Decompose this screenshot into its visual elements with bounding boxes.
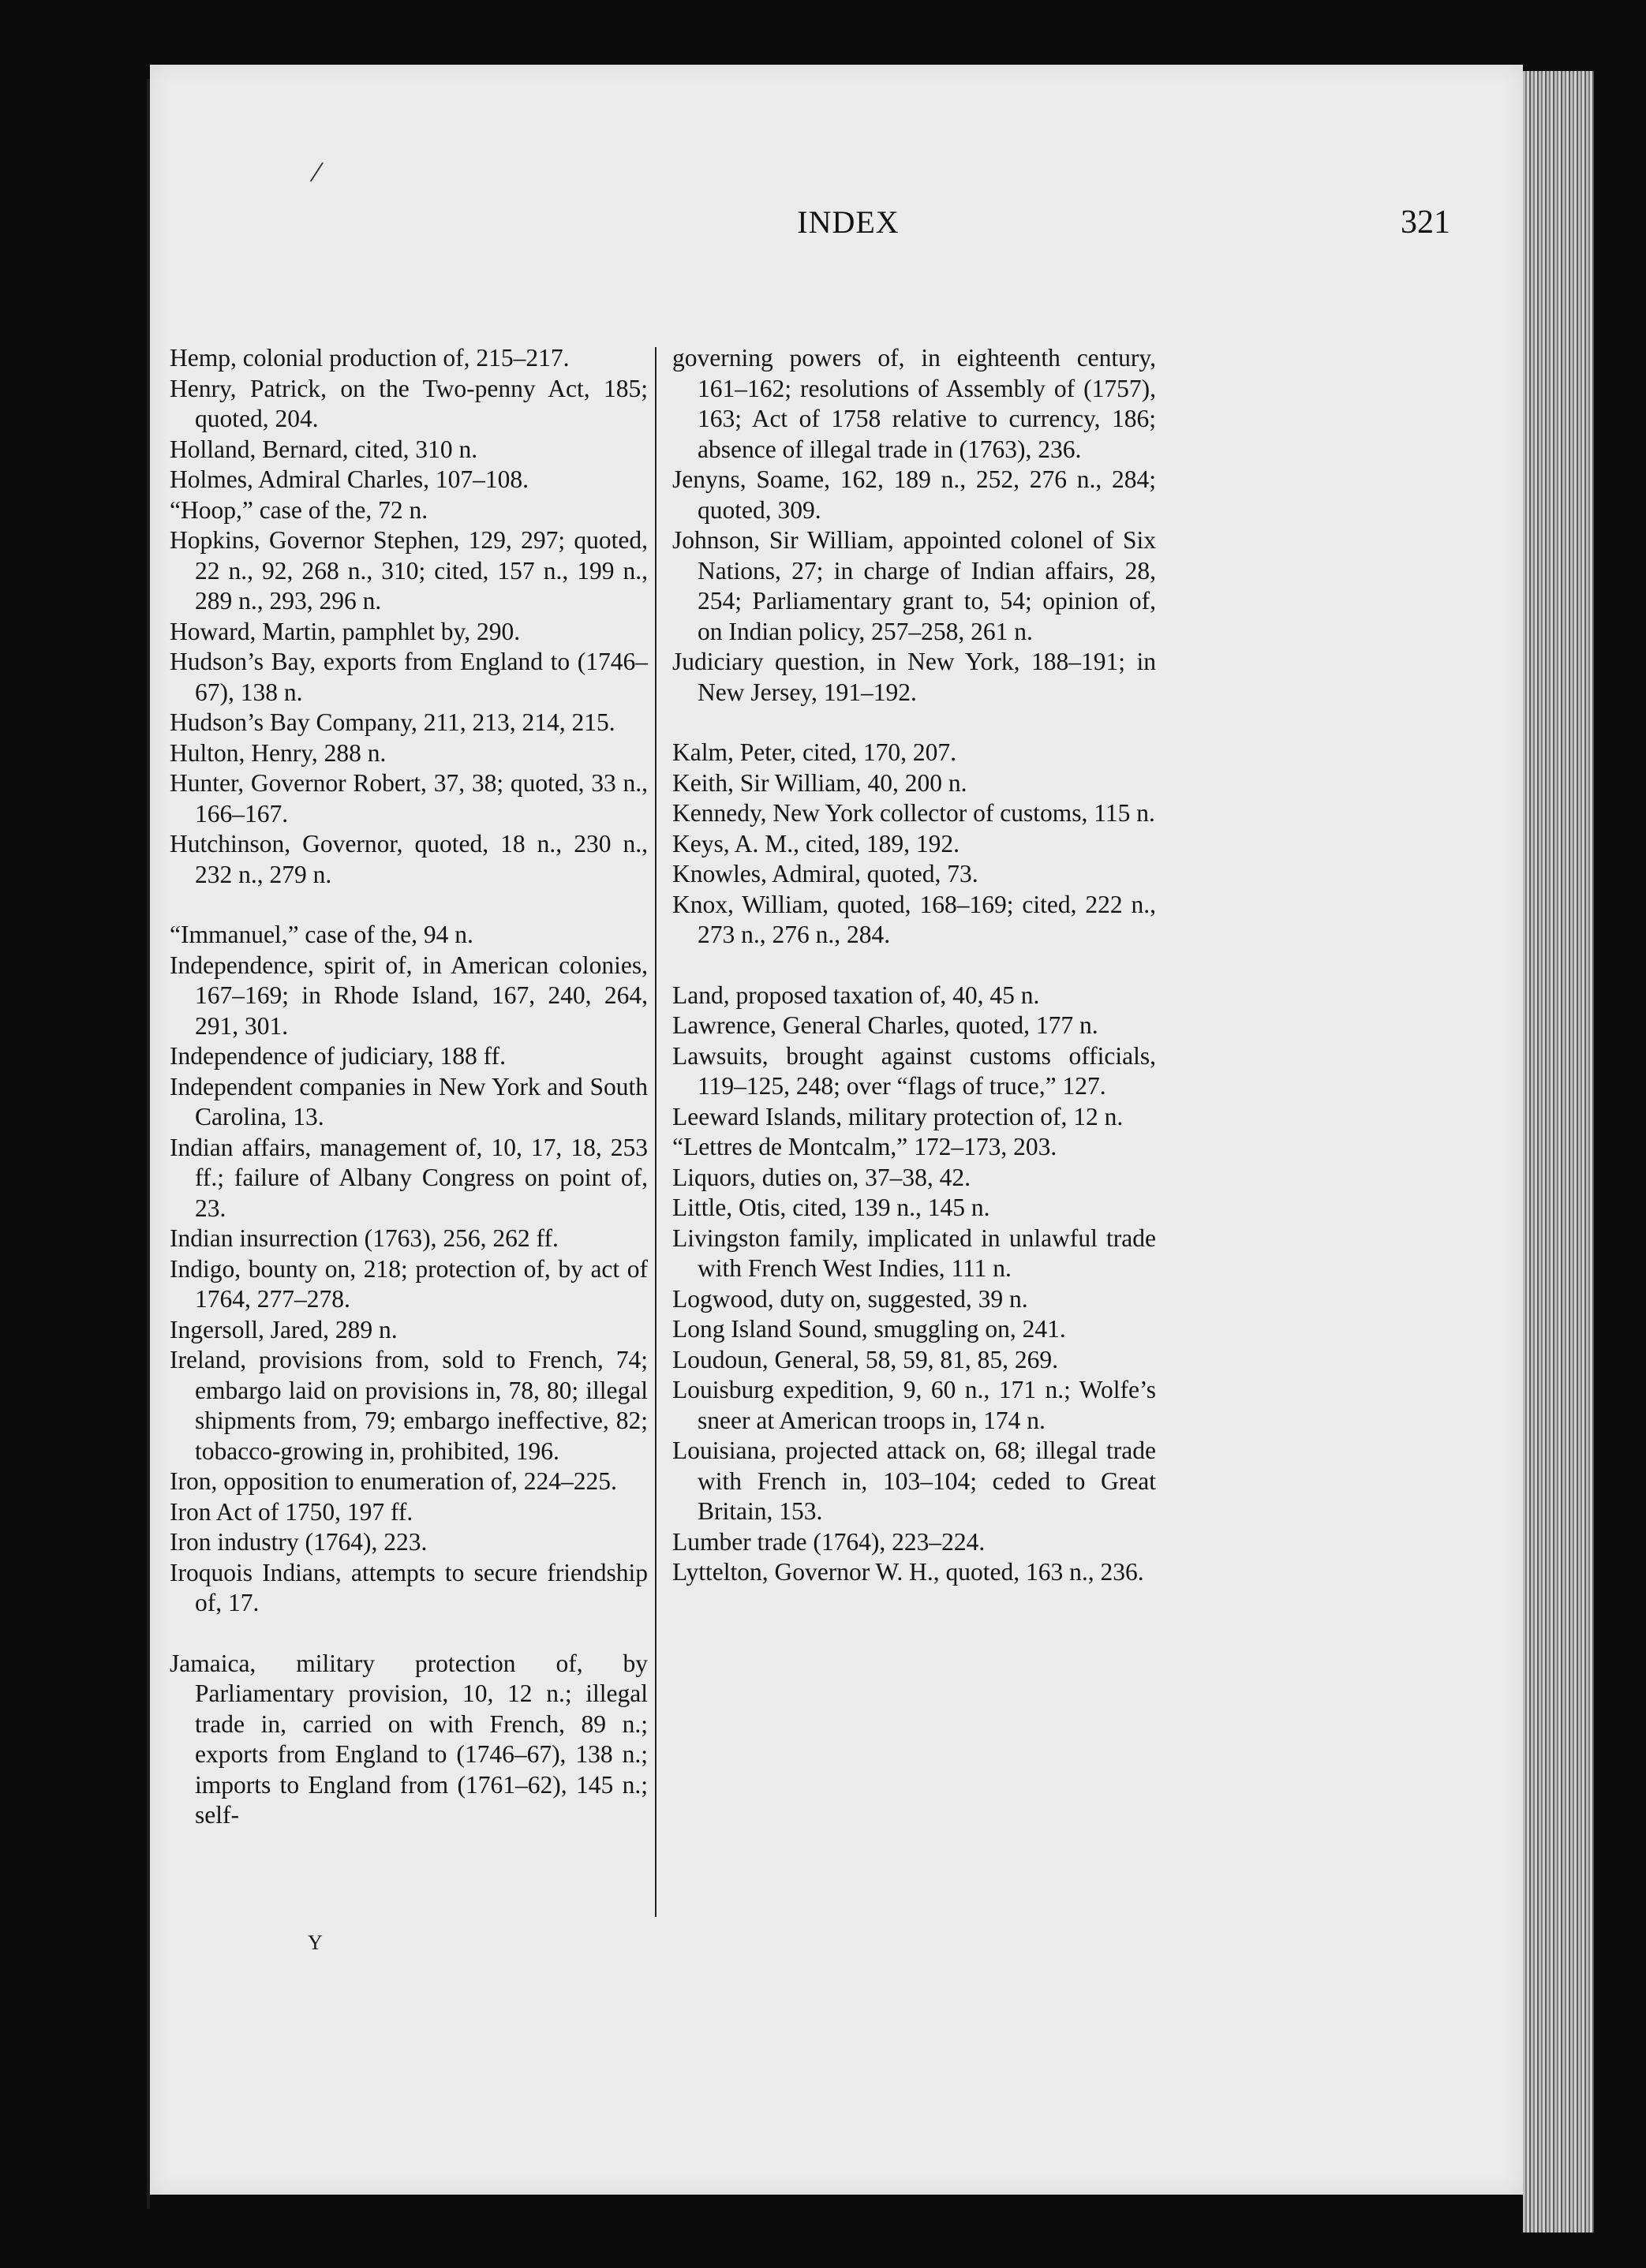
- index-entry: Holmes, Admiral Charles, 107–108.: [170, 465, 529, 493]
- index-entry: Keith, Sir William, 40, 200 n.: [672, 768, 967, 797]
- index-entry: Johnson, Sir William, appointed colonel of Six Nations, 27; in charge of Indian affairs, 28, 254; Parliamentary grant to, 54; opinion of, on Indian policy, 257–258, 261 n.: [672, 526, 1156, 645]
- index-entry: Louisiana, projected attack on, 68; illegal trade with French in, 103–104; ceded to Great Britain, 153.: [672, 1437, 1156, 1525]
- index-entry: Hutchinson, Governor, quoted, 18 n., 230 n., 232 n., 279 n.: [170, 830, 648, 888]
- index-entry: Iroquois Indians, attempts to secure friendship of, 17.: [170, 1558, 648, 1616]
- index-entry: Indigo, bounty on, 218; protection of, by act of 1764, 277–278.: [170, 1254, 648, 1313]
- index-entry: Ireland, provisions from, sold to French, 74; embargo laid on provisions in, 78, 80; illegal shipments from, 79; embargo ineffective, 82; tobacco-growing in, prohibited, 196.: [170, 1346, 648, 1465]
- index-entry: “Lettres de Montcalm,” 172–173, 203.: [672, 1133, 1057, 1160]
- index-entry: Little, Otis, cited, 139 n., 145 n.: [672, 1194, 990, 1221]
- index-entry: Hudson’s Bay, exports from England to (1746–67), 138 n.: [170, 648, 648, 706]
- index-entry: Independent companies in New York and South Carolina, 13.: [170, 1072, 648, 1130]
- index-entry: “Hoop,” case of the, 72 n.: [170, 495, 428, 524]
- page-edge-stack: [1523, 71, 1594, 2233]
- index-entry: Kennedy, New York collector of customs, 115 n.: [672, 799, 1155, 827]
- index-entry: Holland, Bernard, cited, 310 n.: [170, 435, 478, 463]
- index-entry: Iron, opposition to enumeration of, 224–225.: [170, 1467, 617, 1495]
- index-entry: Indian insurrection (1763), 256, 262 ff.: [170, 1224, 559, 1252]
- signature-mark: Y: [308, 1931, 323, 1954]
- index-entry: Howard, Martin, pamphlet by, 290.: [170, 617, 521, 645]
- index-entry: Henry, Patrick, on the Two-penny Act, 185; quoted, 204.: [170, 374, 648, 432]
- index-entry: governing powers of, in eighteenth century, 161–162; resolutions of Assembly of (1757), 163; Act of 1758 relative to currency, 186; absence of illegal trade in (1763), 236.: [672, 344, 1156, 463]
- page-header: [150, 204, 1523, 251]
- index-entry: Logwood, duty on, suggested, 39 n.: [672, 1284, 1028, 1313]
- index-entry: Keys, A. M., cited, 189, 192.: [672, 829, 960, 858]
- index-entry: Indian affairs, management of, 10, 17, 18, 253 ff.; failure of Albany Congress on point of, 23.: [170, 1133, 648, 1222]
- index-entry: Kalm, Peter, cited, 170, 207.: [672, 738, 957, 766]
- section-gap: [170, 1619, 648, 1649]
- section-gap: [672, 708, 1156, 738]
- index-entry: Lyttelton, Governor W. H., quoted, 163 n., 236.: [672, 1558, 1144, 1586]
- index-entry: Independence of judiciary, 188 ff.: [170, 1042, 506, 1070]
- index-entry: Lumber trade (1764), 223–224.: [672, 1527, 986, 1556]
- index-entry: Knox, William, quoted, 168–169; cited, 222 n., 273 n., 276 n., 284.: [672, 890, 1156, 948]
- index-entry: Knowles, Admiral, quoted, 73.: [672, 860, 978, 887]
- corner-mark: /: [308, 153, 326, 190]
- index-entry: Iron Act of 1750, 197 ff.: [170, 1497, 413, 1526]
- index-column-right: [672, 343, 1156, 1588]
- index-entry: Ingersoll, Jared, 289 n.: [170, 1315, 398, 1343]
- index-entry: Leeward Islands, military protection of, 12 n.: [672, 1102, 1124, 1130]
- index-entry: “Immanuel,” case of the, 94 n.: [170, 921, 473, 948]
- index-entry: Loudoun, General, 58, 59, 81, 85, 269.: [672, 1345, 1059, 1373]
- section-gap: [672, 951, 1156, 981]
- index-entry: Independence, spirit of, in American colonies, 167–169; in Rhode Island, 167, 240, 264, 291, 301.: [170, 951, 648, 1040]
- index-entry: Hudson’s Bay Company, 211, 213, 214, 215.: [170, 708, 615, 736]
- index-entry: Lawsuits, brought against customs officials, 119–125, 248; over “flags of truce,” 127.: [672, 1041, 1156, 1100]
- page-number: 321: [1401, 204, 1450, 241]
- index-entry: Hulton, Henry, 288 n.: [170, 738, 387, 767]
- index-entry: Lawrence, General Charles, quoted, 177 n.: [672, 1011, 1098, 1039]
- index-entry: Hemp, colonial production of, 215–217.: [170, 344, 570, 372]
- index-entry: Land, proposed taxation of, 40, 45 n.: [672, 981, 1040, 1009]
- index-entry: Hunter, Governor Robert, 37, 38; quoted, 33 n., 166–167.: [170, 769, 648, 828]
- index-entry: Hopkins, Governor Stephen, 129, 297; quoted, 22 n., 92, 268 n., 310; cited, 157 n., 199 n., 289 n., 293, 296 n.: [170, 526, 648, 615]
- index-entry: Livingston family, implicated in unlawful trade with French West Indies, 111 n.: [672, 1224, 1156, 1282]
- running-head: INDEX: [797, 204, 900, 240]
- column-divider: [655, 347, 657, 1917]
- index-entry: Jamaica, military protection of, by Parliamentary provision, 10, 12 n.; illegal trade in, carried on with French, 89 n.; exports from England to (1746–67), 138 n.; imports to England from (1761–62), 145 n.; self-: [170, 1649, 648, 1829]
- section-gap: [170, 890, 648, 920]
- index-entry: Iron industry (1764), 223.: [170, 1528, 428, 1556]
- index-entry: Liquors, duties on, 37–38, 42.: [672, 1163, 971, 1191]
- index-entry: Jenyns, Soame, 162, 189 n., 252, 276 n., 284; quoted, 309.: [672, 465, 1156, 524]
- index-entry: Judiciary question, in New York, 188–191; in New Jersey, 191–192.: [672, 648, 1156, 706]
- index-entry: Louisburg expedition, 9, 60 n., 171 n.; Wolfe’s sneer at American troops in, 174 n.: [672, 1376, 1156, 1434]
- index-entry: Long Island Sound, smuggling on, 241.: [672, 1315, 1066, 1343]
- index-column-left: [170, 343, 648, 1831]
